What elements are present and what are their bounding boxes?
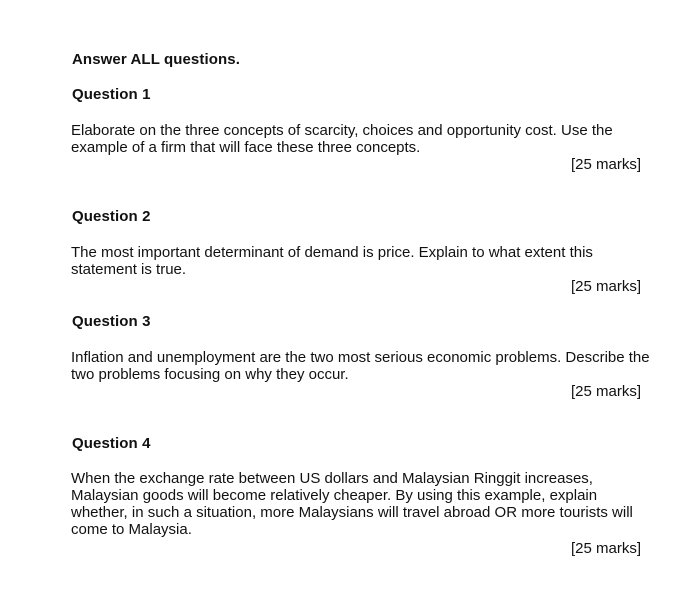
- question-3-text: Inflation and unemployment are the two most serious economic problems. Describe the two problems focusing on why they occur.: [71, 349, 650, 383]
- question-1-heading: Question 1: [72, 86, 151, 103]
- question-4-marks: [25 marks]: [570, 540, 641, 557]
- question-3-heading: Question 3: [72, 313, 151, 330]
- question-2-marks: [25 marks]: [570, 278, 641, 295]
- question-1-text: Elaborate on the three concepts of scarcity, choices and opportunity cost. Use the example of a firm that will face these three concepts.: [71, 122, 613, 156]
- instruction-heading: Answer ALL questions.: [72, 51, 240, 68]
- question-2-text: The most important determinant of demand is price. Explain to what extent this statement is true.: [71, 244, 593, 278]
- question-1-marks: [25 marks]: [570, 156, 641, 173]
- question-3-marks: [25 marks]: [570, 383, 641, 400]
- question-2-heading: Question 2: [72, 208, 151, 225]
- question-4-heading: Question 4: [72, 435, 151, 452]
- question-4-text: When the exchange rate between US dollars and Malaysian Ringgit increases, Malaysian goods will become relatively cheaper. By using this example, explain whether, in such a situation, more Malaysians will travel abroad OR more tourists will come to Malaysia.: [71, 470, 633, 538]
